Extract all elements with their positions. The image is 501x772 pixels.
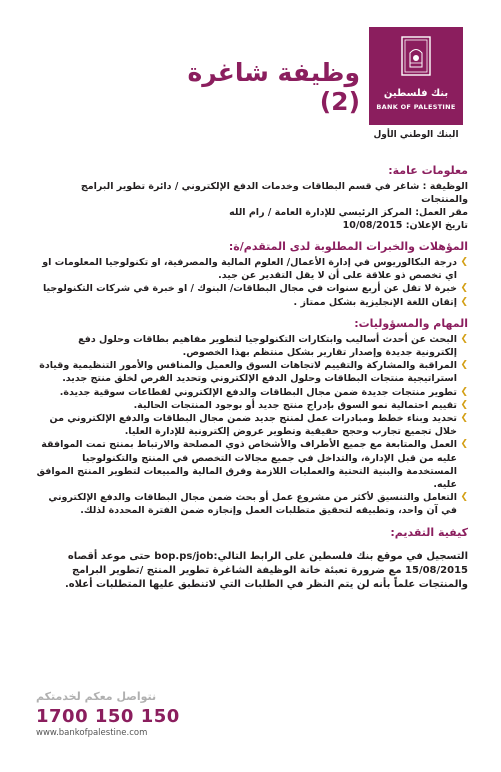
logo-arabic-text: بنك فلسطين [383,88,449,99]
list-item: ❯ العمل والمتابعة مع جميع الأطراف والأشخاص ذوي المصلحة والارتباط بمنتج تمت الموافقة عليه من قبل الإدارة، والتداخل في جميع مجالات التخصص في المنتج والتكنولوجيا المستخدمة والبنية التحتية والعمليات اللازمة وفرق المالية والمبيعات لتطوير المنتج الموافق عليه. [36,439,468,491]
logo-english-text: BANK OF PALESTINE [376,103,456,111]
general-info-heading: معلومات عامة: [388,164,468,177]
bank-emblem-icon [401,36,431,76]
chevron-bullet-icon: ❯ [460,283,468,294]
qualifications-list [36,256,468,309]
list-item: ❯ التعامل والتنسيق لأكثر من مشروع عمل أو بحث ضمن مجال البطاقات والدفع الإلكتروني في آن واحد، وتطبيقه لتحقيق متطلبات العمل وإنجازه ضمن الفترة المحددة لذلك. [48,492,468,517]
list-item: ❯ المراقبة والمشاركة والتقييم لاتجاهات السوق والعميل والمنافس والأمور التنظيمية وقيادة استراتيجية منتجات البطاقات وحلول الدفع الإلكتروني وتحديد الفرص لخلق منتج جديد. [39,360,468,385]
how-to-apply-heading: كيفية التقديم: [390,525,468,539]
list-item: ❯ تحديد وبناء خطط ومبادرات عمل لمنتج جديد ضمن مجال البطاقات والدفع الإلكتروني من خلال تجميع تجارب وحجج حقيقية وتطوير عروض إلكترونية للإدارة العليا. [49,413,468,438]
duties-heading: المهام والمسؤوليات: [354,316,468,330]
list-item: ❯ تطوير منتجات جديدة ضمن مجال البطاقات والدفع الإلكتروني لقطاعات سوقية جديدة. [59,386,468,398]
footer-phone-number: 1700 150 150 [36,706,180,727]
qualifications-heading: المؤهلات والخبرات المطلوبة لدى المتقدم/ة: [228,240,468,253]
page-title: وظيفة شاغرة (2) [187,58,360,116]
chevron-bullet-icon: ❯ [460,492,468,503]
footer-slogan: نتواصل معكم لخدمتكم [36,690,157,703]
chevron-bullet-icon: ❯ [460,360,468,371]
announcement-date-line: تاريخ الإعلان: 10/08/2015 [342,220,468,231]
job-title-line: الوظيفة : شاغر في قسم البطاقات وخدمات الدفع الإلكتروني / دائرة تطوير البرامج والمنتجات [80,181,468,205]
chevron-bullet-icon: ❯ [460,386,468,397]
list-item: ❯ البحث عن أحدث أساليب وابتكارات التكنولوجيا لتطوير مفاهيم بطاقات وحلول دفع إلكترونية جديدة وإصدار تقارير بشكل منتظم بهذا الخصوص. [78,333,468,359]
chevron-bullet-icon: ❯ [460,399,468,410]
list-item: ❯ تقييم احتمالية نمو السوق بإدراج منتج جديد أو بوجود المنتجات الحالية. [133,399,468,411]
chevron-bullet-icon: ❯ [460,333,468,344]
chevron-bullet-icon: ❯ [460,296,468,307]
how-to-apply-section [36,526,468,592]
work-location-line: مقر العمل: المركز الرئيسي للإدارة العامة / رام الله [229,207,468,218]
list-item: ❯ درجة البكالوريوس في إدارة الأعمال/ العلوم المالية والمصرفية، او تكنولوجيا المعلومات او اي تخصص ذو علاقة على أن لا يقل التقدير عن جيد. [42,257,468,282]
bank-slogan: البنك الوطني الأول [373,130,459,140]
list-item: ❯ خبرة لا تقل عن أربع سنوات في مجال البطاقات/ البنوك / او خبرة في شركات التكنولوجيا [42,283,468,295]
general-info-section [36,164,468,232]
chevron-bullet-icon: ❯ [460,257,468,267]
how-to-apply-text: التسجيل في موقع بنك فلسطين على الرابط التالي:bop.ps/job حتى موعد أقصاه 15/08/2015 مع ضرورة تعبئة خانة الوظيفة الشاغرة تطوير المنتج /تطوير البرامج والمنتجات علماً بأنه لن يتم النظر في الطلبات التي لاتنطبق عليها المتطلبات أعلاه. [64,550,468,590]
list-item: ❯ إتقان اللغة الإنجليزية بشكل ممتاز . [293,296,468,308]
footer-website-link[interactable]: www.bankofpalestine.com [36,728,148,738]
chevron-bullet-icon: ❯ [460,439,468,450]
ad-content [36,164,468,602]
bank-logo [369,27,463,125]
chevron-bullet-icon: ❯ [460,413,468,424]
duties-section [36,317,468,518]
duties-list [36,333,468,518]
qualifications-section [36,240,468,309]
